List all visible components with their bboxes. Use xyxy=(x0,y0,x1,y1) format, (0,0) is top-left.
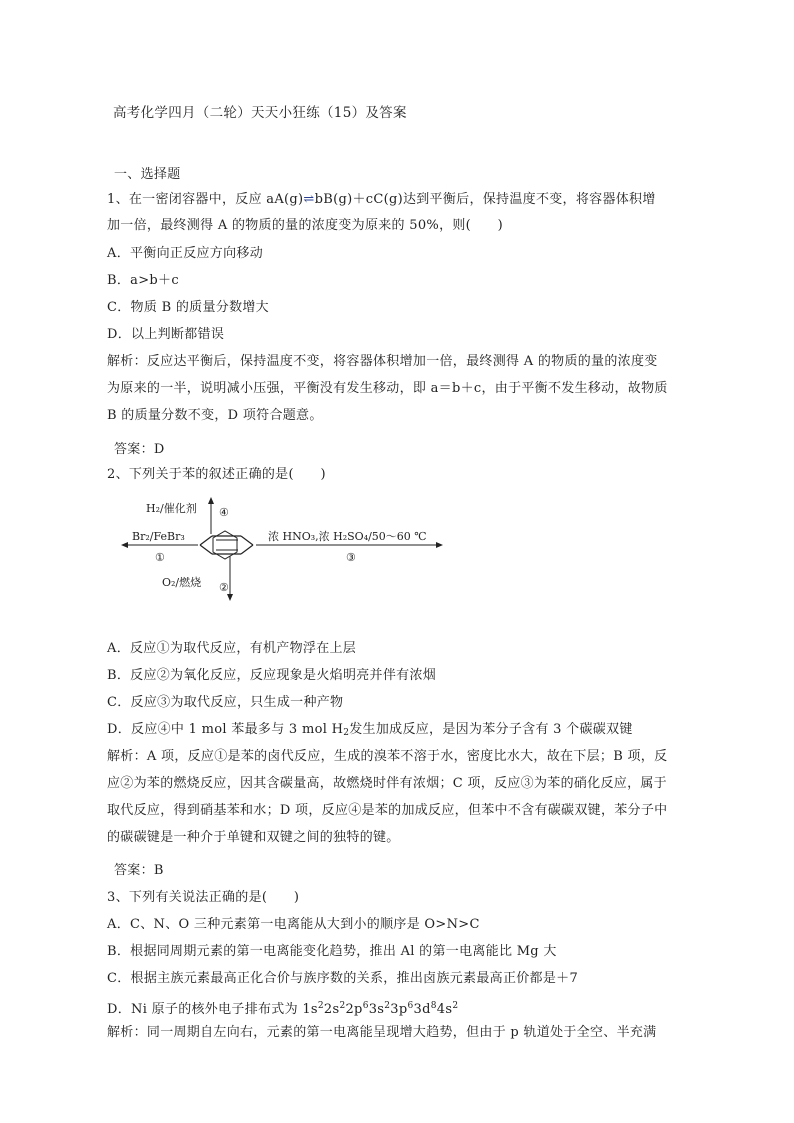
q3-stem: 3、下列有关说法正确的是( ) xyxy=(107,890,300,905)
diagram-left-num: ① xyxy=(155,551,165,564)
diagram-top-num: ④ xyxy=(219,506,229,519)
q2-option-d-subscript: 2 xyxy=(343,728,350,738)
q2-option-a: A．反应①为取代反应，有机产物浮在上层 xyxy=(107,641,357,656)
benzene-reaction-diagram xyxy=(118,494,448,606)
q3-option-d-prefix: D．Ni 原子的核外电子排布式为 xyxy=(107,1002,303,1017)
orbital: 3d xyxy=(413,1002,431,1017)
q2-option-d-part1: D．反应④中 1 mol 苯最多与 3 mol H xyxy=(107,722,344,737)
q1-stem-line1 xyxy=(107,191,656,209)
q2-analysis-line2: 应②为苯的燃烧反应，因其含碳量高，故燃烧时伴有浓烟；C 项，反应③为苯的硝化反应，属于 xyxy=(107,776,667,791)
q2-option-c: C．反应③为取代反应，只生成一种产物 xyxy=(107,695,344,710)
electron-configuration xyxy=(302,1002,458,1017)
orbital: 2p xyxy=(345,1002,363,1017)
orbital-electrons: 2 xyxy=(317,1001,324,1011)
orbital-electrons: 6 xyxy=(407,1001,414,1011)
orbital-electrons: 2 xyxy=(384,1001,391,1011)
diagram-right-label: 浓 HNO₃,浓 H₂SO₄/50～60 ℃ xyxy=(268,530,427,543)
q3-option-c: C．根据主族元素最高正化合价与族序数的关系，推出卤族元素最高正价都是＋7 xyxy=(107,971,579,986)
orbital-electrons: 2 xyxy=(452,1001,459,1011)
q3-option-d xyxy=(107,997,458,1019)
orbital: 1s xyxy=(302,1002,318,1017)
benzene-ring-icon xyxy=(200,531,253,559)
q1-answer: 答案：D xyxy=(114,442,165,457)
q2-analysis-line3: 取代反应，得到硝基苯和水；D 项，反应④是苯的加成反应，但苯中不含有碳碳双键，苯分子中 xyxy=(107,803,668,818)
equilibrium-arrow-icon: ⇌ xyxy=(303,192,315,207)
q1-stem-line2: 加一倍，最终测得 A 的物质的量的浓度变为原来的 50%，则( ) xyxy=(107,218,504,233)
q1-option-d: D．以上判断都错误 xyxy=(107,327,225,342)
q2-stem: 2、下列关于苯的叙述正确的是( ) xyxy=(107,467,326,482)
q2-answer: 答案：B xyxy=(114,863,164,878)
q2-analysis-line4: 的碳碳键是一种介于单键和双键之间的独特的键。 xyxy=(107,830,400,845)
orbital: 4s xyxy=(436,1002,453,1017)
q1-stem-part2: bB(g)＋cC(g)达到平衡后，保持温度不变，将容器体积增 xyxy=(314,192,656,207)
q1-analysis-line1: 解析：反应达平衡后，保持温度不变，将容器体积增加一倍，最终测得 A 的物质的量的浓度变 xyxy=(107,354,658,369)
q2-option-d xyxy=(107,721,633,742)
q3-option-b: B．根据同周期元素的第一电离能变化趋势，推出 Al 的第一电离能比 Mg 大 xyxy=(107,944,557,959)
orbital: 3s xyxy=(368,1002,385,1017)
orbital: 3p xyxy=(390,1002,408,1017)
arrow-left-head-icon xyxy=(121,542,128,548)
q1-option-b: B．a>b＋c xyxy=(107,273,179,288)
q2-analysis-line1: 解析：A 项，反应①是苯的卤代反应，生成的溴苯不溶于水，密度比水大，故在下层；B 项，反 xyxy=(107,749,668,764)
q1-stem-part1: 1、在一密闭容器中，反应 aA(g) xyxy=(107,192,304,207)
document-title: 高考化学四月（二轮）天天小狂练（15）及答案 xyxy=(113,105,407,121)
diagram-bottom-label: O₂/燃烧 xyxy=(162,576,202,589)
arrow-up-head-icon xyxy=(208,497,214,504)
q1-analysis-line3: B 的质量分数不变，D 项符合题意。 xyxy=(107,408,323,423)
orbital-electrons: 8 xyxy=(430,1001,437,1011)
q1-analysis-line2: 为原来的一半，说明减小压强，平衡没有发生移动，即 a＝b＋c，由于平衡不发生移动，故物质 xyxy=(107,381,668,396)
q3-analysis-line1: 解析：同一周期自左向右，元素的第一电离能呈现增大趋势，但由于 p 轨道处于全空、半充满 xyxy=(107,1025,657,1040)
q1-option-c: C．物质 B 的质量分数增大 xyxy=(107,300,269,315)
q3-option-a: A．C、N、O 三种元素第一电离能从大到小的顺序是 O>N>C xyxy=(107,917,480,932)
orbital-electrons: 6 xyxy=(362,1001,369,1011)
q1-option-a: A．平衡向正反应方向移动 xyxy=(107,246,263,261)
diagram-left-label: Br₂/FeBr₃ xyxy=(132,530,185,543)
orbital-electrons: 2 xyxy=(339,1001,346,1011)
orbital: 2s xyxy=(323,1002,340,1017)
q2-option-d-part2: 发生加成反应，是因为苯分子含有 3 个碳碳双键 xyxy=(349,722,633,737)
arrow-down-head-icon xyxy=(227,594,233,601)
q2-option-b: B．反应②为氧化反应，反应现象是火焰明亮并伴有浓烟 xyxy=(107,668,437,683)
arrow-right-head-icon xyxy=(436,542,443,548)
diagram-bottom-num: ② xyxy=(219,581,229,594)
diagram-top-label: H₂/催化剂 xyxy=(146,502,197,515)
section-heading: 一、选择题 xyxy=(114,167,181,182)
diagram-right-num: ③ xyxy=(346,551,356,564)
